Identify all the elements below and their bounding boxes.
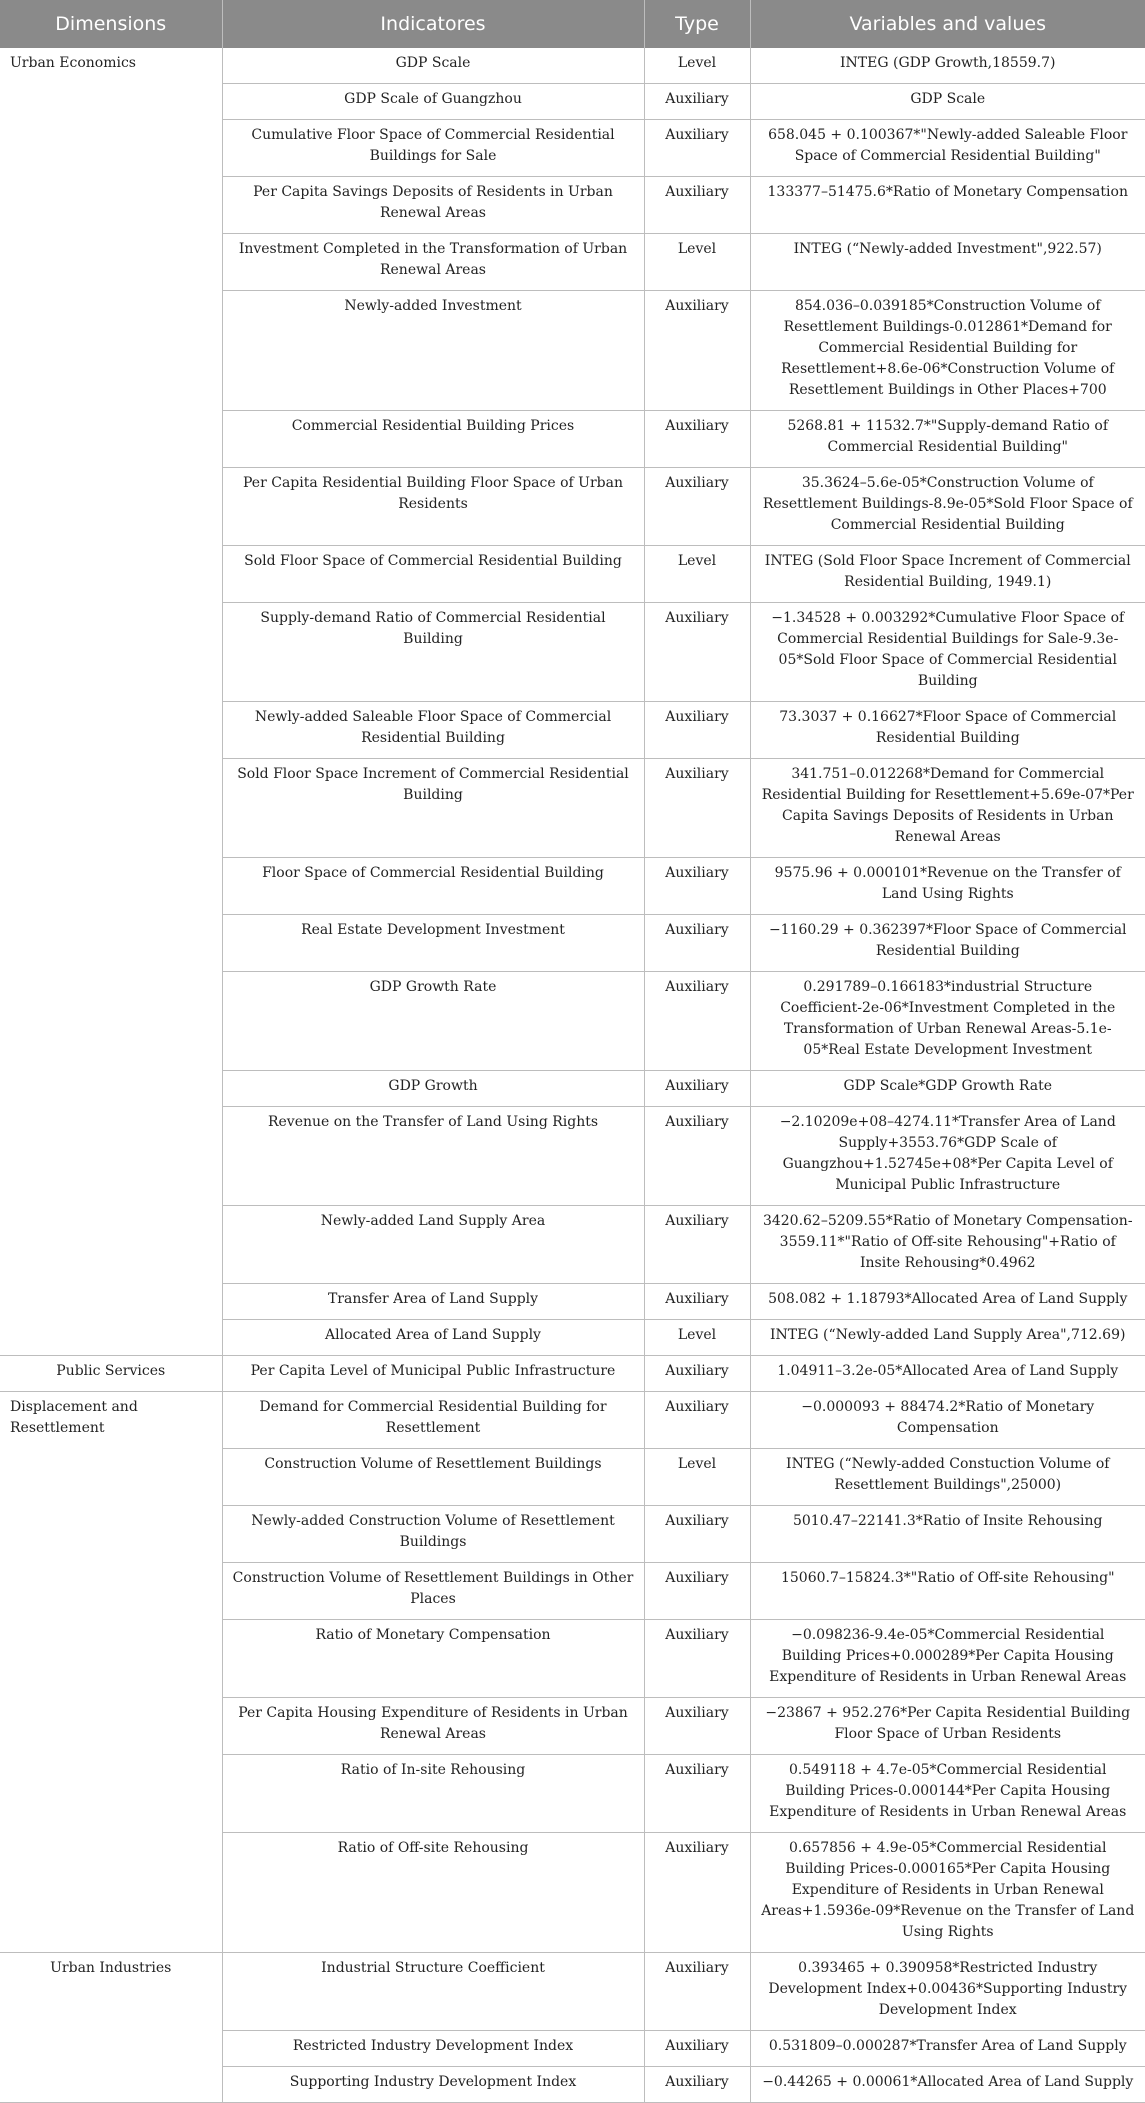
value-cell: INTEG (GDP Growth,18559.7) — [750, 48, 1145, 84]
value-cell: −23867 + 952.276*Per Capita Residential Building Floor Space of Urban Residents — [750, 1698, 1145, 1755]
value-cell: −2.10209e+08–4274.11*Transfer Area of Land Supply+3553.76*GDP Scale of Guangzhou+1.52745e+08*Per Capita Level of Municipal Public Infrastructure — [750, 1107, 1145, 1206]
type-cell: Auxiliary — [644, 1206, 750, 1284]
value-cell: 1.04911–3.2e-05*Allocated Area of Land Supply — [750, 1356, 1145, 1392]
indicator-cell: Industrial Structure Coefficient — [222, 1953, 644, 2031]
value-cell: GDP Scale*GDP Growth Rate — [750, 1071, 1145, 1107]
type-cell: Auxiliary — [644, 2067, 750, 2103]
type-cell: Level — [644, 1320, 750, 1356]
value-cell: INTEG (Sold Floor Space Increment of Commercial Residential Building, 1949.1) — [750, 546, 1145, 603]
value-cell: −0.44265 + 0.00061*Allocated Area of Land Supply — [750, 2067, 1145, 2103]
indicator-cell: Transfer Area of Land Supply — [222, 1284, 644, 1320]
type-cell: Auxiliary — [644, 915, 750, 972]
indicator-cell: Sold Floor Space Increment of Commercial Residential Building — [222, 759, 644, 858]
type-cell: Auxiliary — [644, 1107, 750, 1206]
indicator-cell: GDP Growth Rate — [222, 972, 644, 1071]
value-cell: GDP Scale — [750, 84, 1145, 120]
type-cell: Auxiliary — [644, 468, 750, 546]
indicator-cell: Revenue on the Transfer of Land Using Rights — [222, 1107, 644, 1206]
indicator-cell: Allocated Area of Land Supply — [222, 1320, 644, 1356]
type-cell: Auxiliary — [644, 84, 750, 120]
table-row — [0, 1356, 1145, 1392]
indicator-cell: Supply-demand Ratio of Commercial Residential Building — [222, 603, 644, 702]
indicator-cell: Per Capita Savings Deposits of Residents in Urban Renewal Areas — [222, 177, 644, 234]
value-cell: INTEG (“Newly-added Investment",922.57) — [750, 234, 1145, 291]
type-cell: Auxiliary — [644, 1071, 750, 1107]
value-cell: 5010.47–22141.3*Ratio of Insite Rehousing — [750, 1506, 1145, 1563]
type-cell: Auxiliary — [644, 1506, 750, 1563]
dimension-cell: Urban Economics — [0, 48, 222, 1356]
indicator-cell: GDP Scale of Guangzhou — [222, 84, 644, 120]
indicator-cell: Newly-added Land Supply Area — [222, 1206, 644, 1284]
type-cell: Auxiliary — [644, 972, 750, 1071]
indicator-cell: Investment Completed in the Transformation of Urban Renewal Areas — [222, 234, 644, 291]
indicator-cell: Demand for Commercial Residential Building for Resettlement — [222, 1392, 644, 1449]
value-cell: 133377–51475.6*Ratio of Monetary Compensation — [750, 177, 1145, 234]
indicator-cell: Newly-added Saleable Floor Space of Commercial Residential Building — [222, 702, 644, 759]
type-cell: Auxiliary — [644, 2031, 750, 2067]
value-cell: 341.751–0.012268*Demand for Commercial Residential Building for Resettlement+5.69e-07*Per Capita Savings Deposits of Residents in Urban Renewal Areas — [750, 759, 1145, 858]
dimension-cell: Urban Industries — [0, 1953, 222, 2103]
type-cell: Auxiliary — [644, 603, 750, 702]
value-cell: 9575.96 + 0.000101*Revenue on the Transfer of Land Using Rights — [750, 858, 1145, 915]
indicator-cell: Sold Floor Space of Commercial Residential Building — [222, 546, 644, 603]
indicator-cell: Newly-added Construction Volume of Resettlement Buildings — [222, 1506, 644, 1563]
table-row — [0, 48, 1145, 84]
value-cell: 5268.81 + 11532.7*"Supply-demand Ratio of Commercial Residential Building" — [750, 411, 1145, 468]
type-cell: Auxiliary — [644, 177, 750, 234]
table-row — [0, 1953, 1145, 2031]
type-cell: Auxiliary — [644, 1833, 750, 1953]
type-cell: Auxiliary — [644, 120, 750, 177]
value-cell: 0.291789–0.166183*industrial Structure Coefficient-2e-06*Investment Completed in the Transformation of Urban Renewal Areas-5.1e-05*Real Estate Development Investment — [750, 972, 1145, 1071]
indicator-cell: Ratio of Off-site Rehousing — [222, 1833, 644, 1953]
type-cell: Auxiliary — [644, 1563, 750, 1620]
header-dimensions: Dimensions — [0, 0, 222, 48]
type-cell: Auxiliary — [644, 1953, 750, 2031]
value-cell: −1160.29 + 0.362397*Floor Space of Commercial Residential Building — [750, 915, 1145, 972]
indicator-cell: Construction Volume of Resettlement Buildings in Other Places — [222, 1563, 644, 1620]
indicator-cell: Real Estate Development Investment — [222, 915, 644, 972]
value-cell: 35.3624–5.6e-05*Construction Volume of Resettlement Buildings-8.9e-05*Sold Floor Space of Commercial Residential Building — [750, 468, 1145, 546]
type-cell: Auxiliary — [644, 1698, 750, 1755]
indicator-cell: Ratio of In-site Rehousing — [222, 1755, 644, 1833]
value-cell: 15060.7–15824.3*"Ratio of Off-site Rehousing" — [750, 1563, 1145, 1620]
header-indicatores: Indicatores — [222, 0, 644, 48]
value-cell: 0.657856 + 4.9e-05*Commercial Residential Building Prices-0.000165*Per Capita Housing Expenditure of Residents in Urban Renewal Areas+1.5936e-09*Revenue on the Transfer of Land Using Rights — [750, 1833, 1145, 1953]
type-cell: Auxiliary — [644, 858, 750, 915]
header-variables-and-values: Variables and values — [750, 0, 1145, 48]
table-row — [0, 1392, 1145, 1449]
value-cell: INTEG (“Newly-added Land Supply Area",712.69) — [750, 1320, 1145, 1356]
indicator-cell: Cumulative Floor Space of Commercial Residential Buildings for Sale — [222, 120, 644, 177]
type-cell: Auxiliary — [644, 1755, 750, 1833]
indicator-cell: Newly-added Investment — [222, 291, 644, 411]
value-cell: 0.549118 + 4.7e-05*Commercial Residential Building Prices-0.000144*Per Capita Housing Expenditure of Residents in Urban Renewal Areas — [750, 1755, 1145, 1833]
indicator-cell: GDP Scale — [222, 48, 644, 84]
dimension-cell: Displacement and Resettlement — [0, 1392, 222, 1953]
type-cell: Auxiliary — [644, 1284, 750, 1320]
type-cell: Auxiliary — [644, 1356, 750, 1392]
type-cell: Level — [644, 48, 750, 84]
indicator-cell: Restricted Industry Development Index — [222, 2031, 644, 2067]
type-cell: Auxiliary — [644, 1620, 750, 1698]
type-cell: Auxiliary — [644, 702, 750, 759]
indicator-cell: Supporting Industry Development Index — [222, 2067, 644, 2103]
value-cell: −0.000093 + 88474.2*Ratio of Monetary Compensation — [750, 1392, 1145, 1449]
type-cell: Level — [644, 234, 750, 291]
table-body — [0, 48, 1145, 2103]
value-cell: −1.34528 + 0.003292*Cumulative Floor Space of Commercial Residential Buildings for Sale-9.3e-05*Sold Floor Space of Commercial Residential Building — [750, 603, 1145, 702]
type-cell: Level — [644, 546, 750, 603]
value-cell: 73.3037 + 0.16627*Floor Space of Commercial Residential Building — [750, 702, 1145, 759]
value-cell: INTEG (“Newly-added Constuction Volume of Resettlement Buildings",25000) — [750, 1449, 1145, 1506]
type-cell: Auxiliary — [644, 291, 750, 411]
indicator-cell: Floor Space of Commercial Residential Building — [222, 858, 644, 915]
dimension-cell: Public Services — [0, 1356, 222, 1392]
value-cell: 508.082 + 1.18793*Allocated Area of Land Supply — [750, 1284, 1145, 1320]
indicator-cell: Per Capita Level of Municipal Public Infrastructure — [222, 1356, 644, 1392]
type-cell: Auxiliary — [644, 1392, 750, 1449]
header-type: Type — [644, 0, 750, 48]
value-cell: 3420.62–5209.55*Ratio of Monetary Compensation-3559.11*"Ratio of Off-site Rehousing"+Ratio of Insite Rehousing*0.4962 — [750, 1206, 1145, 1284]
type-cell: Auxiliary — [644, 411, 750, 468]
value-cell: −0.098236-9.4e-05*Commercial Residential Building Prices+0.000289*Per Capita Housing Expenditure of Residents in Urban Renewal Areas — [750, 1620, 1145, 1698]
value-cell: 0.531809–0.000287*Transfer Area of Land Supply — [750, 2031, 1145, 2067]
indicator-cell: Commercial Residential Building Prices — [222, 411, 644, 468]
type-cell: Auxiliary — [644, 759, 750, 858]
indicator-cell: Per Capita Housing Expenditure of Residents in Urban Renewal Areas — [222, 1698, 644, 1755]
header-row — [0, 0, 1145, 48]
type-cell: Level — [644, 1449, 750, 1506]
indicator-cell: Construction Volume of Resettlement Buildings — [222, 1449, 644, 1506]
value-cell: 0.393465 + 0.390958*Restricted Industry Development Index+0.00436*Supporting Industry Development Index — [750, 1953, 1145, 2031]
indicator-cell: Per Capita Residential Building Floor Space of Urban Residents — [222, 468, 644, 546]
indicator-cell: Ratio of Monetary Compensation — [222, 1620, 644, 1698]
value-cell: 854.036–0.039185*Construction Volume of Resettlement Buildings-0.012861*Demand for Commercial Residential Building for Resettlement+8.6e-06*Construction Volume of Resettlement Buildings in Other Places+700 — [750, 291, 1145, 411]
value-cell: 658.045 + 0.100367*"Newly-added Saleable Floor Space of Commercial Residential Building" — [750, 120, 1145, 177]
indicator-cell: GDP Growth — [222, 1071, 644, 1107]
